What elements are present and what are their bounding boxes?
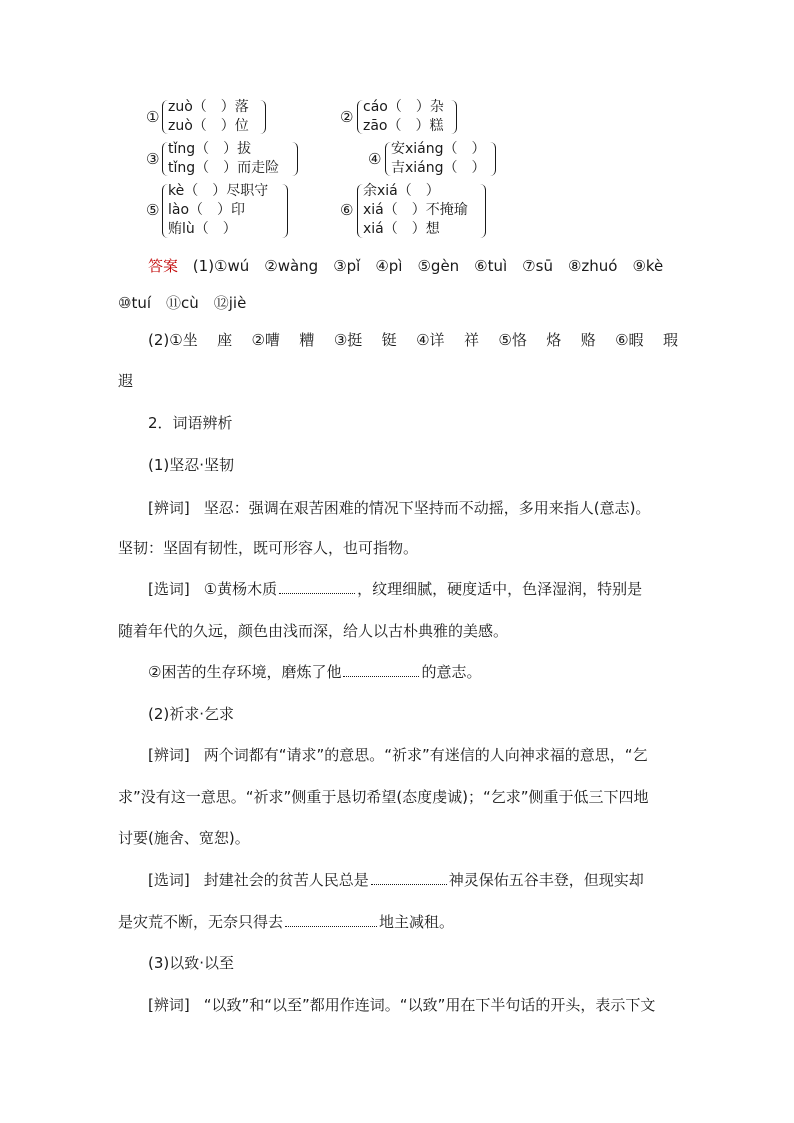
group-2-bian-line-3: 讨要(施舍、宽恕)。 (118, 829, 250, 847)
right-brace (282, 184, 288, 238)
answer-char: 祥 (463, 331, 479, 349)
group-2-bian-line-1: [辨词] 两个词都有“请求”的意思。“祈求”有迷信的人向神求福的意思，“乞 (148, 746, 648, 764)
answer-char: ②嘈 (251, 331, 280, 349)
group-2-bian-line-2: 求”没有这一意思。“祈求”侧重于恳切希望(态度虔诚)；“乞求”侧重于低三下四地 (118, 788, 649, 806)
item-1-line-1: zuò（ ）落 (168, 99, 249, 115)
answer-blank[interactable] (343, 675, 419, 677)
group-1-xuan-line-1: [选词] ①黄杨木质 ，纹理细腻，硬度适中，色泽湿润，特别是 (148, 580, 643, 598)
answer-char: 烙 (546, 331, 562, 349)
right-brace (490, 142, 496, 176)
bian-label: [辨词] (148, 996, 190, 1014)
item-3-line-2: tǐng（ ）而走险 (168, 160, 280, 176)
item-number-1: ① (146, 108, 160, 126)
item-4-line-2: 吉xiáng（ ） (391, 160, 486, 176)
section-title: 2．词语辨析 (148, 414, 233, 432)
group-1-xuan-line-3: ②困苦的生存环境，磨炼了他 的意志。 (148, 663, 482, 681)
xuan-label: [选词] (148, 871, 190, 889)
group-2-title: (2)祈求·乞求 (148, 705, 235, 723)
right-brace (292, 142, 298, 176)
group-1-title: (1)坚忍·坚韧 (148, 456, 235, 474)
answer-char: ⑥暇 (615, 331, 644, 349)
right-brace (480, 184, 486, 238)
group-1-xuan-line-2: 随着年代的久远，颜色由浅而深，给人以古朴典雅的美感。 (118, 622, 509, 640)
item-3-line-1: tǐng（ ）拔 (168, 141, 252, 157)
group-3-title: (3)以致·以至 (148, 954, 235, 972)
answer-blank[interactable] (371, 883, 447, 885)
item-number-6: ⑥ (340, 201, 354, 219)
item-6-line-3: xiá（ ）想 (363, 221, 440, 237)
answer-line-4: 遐 (118, 372, 134, 390)
answer-line-1 (148, 255, 663, 276)
group-2-xuan-line-1: [选词] 封建社会的贫苦人民总是 神灵保佑五谷丰登，但现实却 (148, 871, 644, 889)
answer-char: ④详 (416, 331, 445, 349)
bian-label: [辨词] (148, 499, 190, 517)
answer-char: 铤 (381, 331, 397, 349)
item-2-line-2: zāo（ ）糕 (363, 118, 444, 134)
answer-pinyin-1: (1)①wú ②wàng ③pǐ ④pì ⑤gèn ⑥tuì ⑦sū ⑧zhuó ⑨kè (192, 257, 664, 275)
item-1-line-2: zuò（ ）位 (168, 118, 249, 134)
answer-char: 座 (217, 331, 233, 349)
item-5-line-3: 贿lù（ ） (168, 221, 237, 237)
answer-char: 赂 (580, 331, 596, 349)
group-1-bian-line-1: [辨词] 坚忍：强调在艰苦困难的情况下坚持而不动摇，多用来指人(意志)。 (148, 499, 651, 517)
answer-line-2: ⑩tuí ⑪cù ⑫jiè (118, 294, 247, 312)
item-number-3: ③ (146, 150, 160, 168)
item-6-line-1: 余xiá（ ） (363, 183, 440, 199)
right-brace (451, 100, 457, 134)
item-5-line-1: kè（ ）尽职守 (168, 183, 269, 199)
right-brace (260, 100, 266, 134)
answer-char: ③挺 (333, 331, 363, 349)
item-6-line-2: xiá（ ）不掩瑜 (363, 202, 468, 218)
group-1-bian-line-2: 坚韧：坚固有韧性，既可形容人，也可指物。 (118, 539, 419, 557)
item-number-5: ⑤ (146, 201, 160, 219)
item-5-line-2: lào（ ）印 (168, 202, 246, 218)
item-number-2: ② (340, 108, 354, 126)
group-2-xuan-line-2: 是灾荒不断，无奈只得去 地主减租。 (118, 913, 455, 931)
answer-char: 瑕 (662, 331, 678, 349)
answer-line-3 (148, 329, 678, 350)
group-3-bian-line-1: [辨词] “以致”和“以至”都用作连词。“以致”用在下半句话的开头，表示下文 (148, 996, 656, 1014)
answer-label: 答案 (148, 257, 179, 275)
item-4-line-1: 安xiáng（ ） (391, 141, 486, 157)
answer-char: 糟 (299, 331, 315, 349)
answer-char: ⑤恪 (498, 331, 527, 349)
xuan-label: [选词] (148, 580, 190, 598)
bian-label: [辨词] (148, 746, 190, 764)
item-2-line-1: cáo（ ）杂 (363, 99, 444, 115)
item-number-4: ④ (368, 150, 382, 168)
answer-char: (2)①坐 (148, 331, 198, 349)
answer-blank[interactable] (279, 592, 355, 594)
answer-blank[interactable] (285, 925, 377, 927)
